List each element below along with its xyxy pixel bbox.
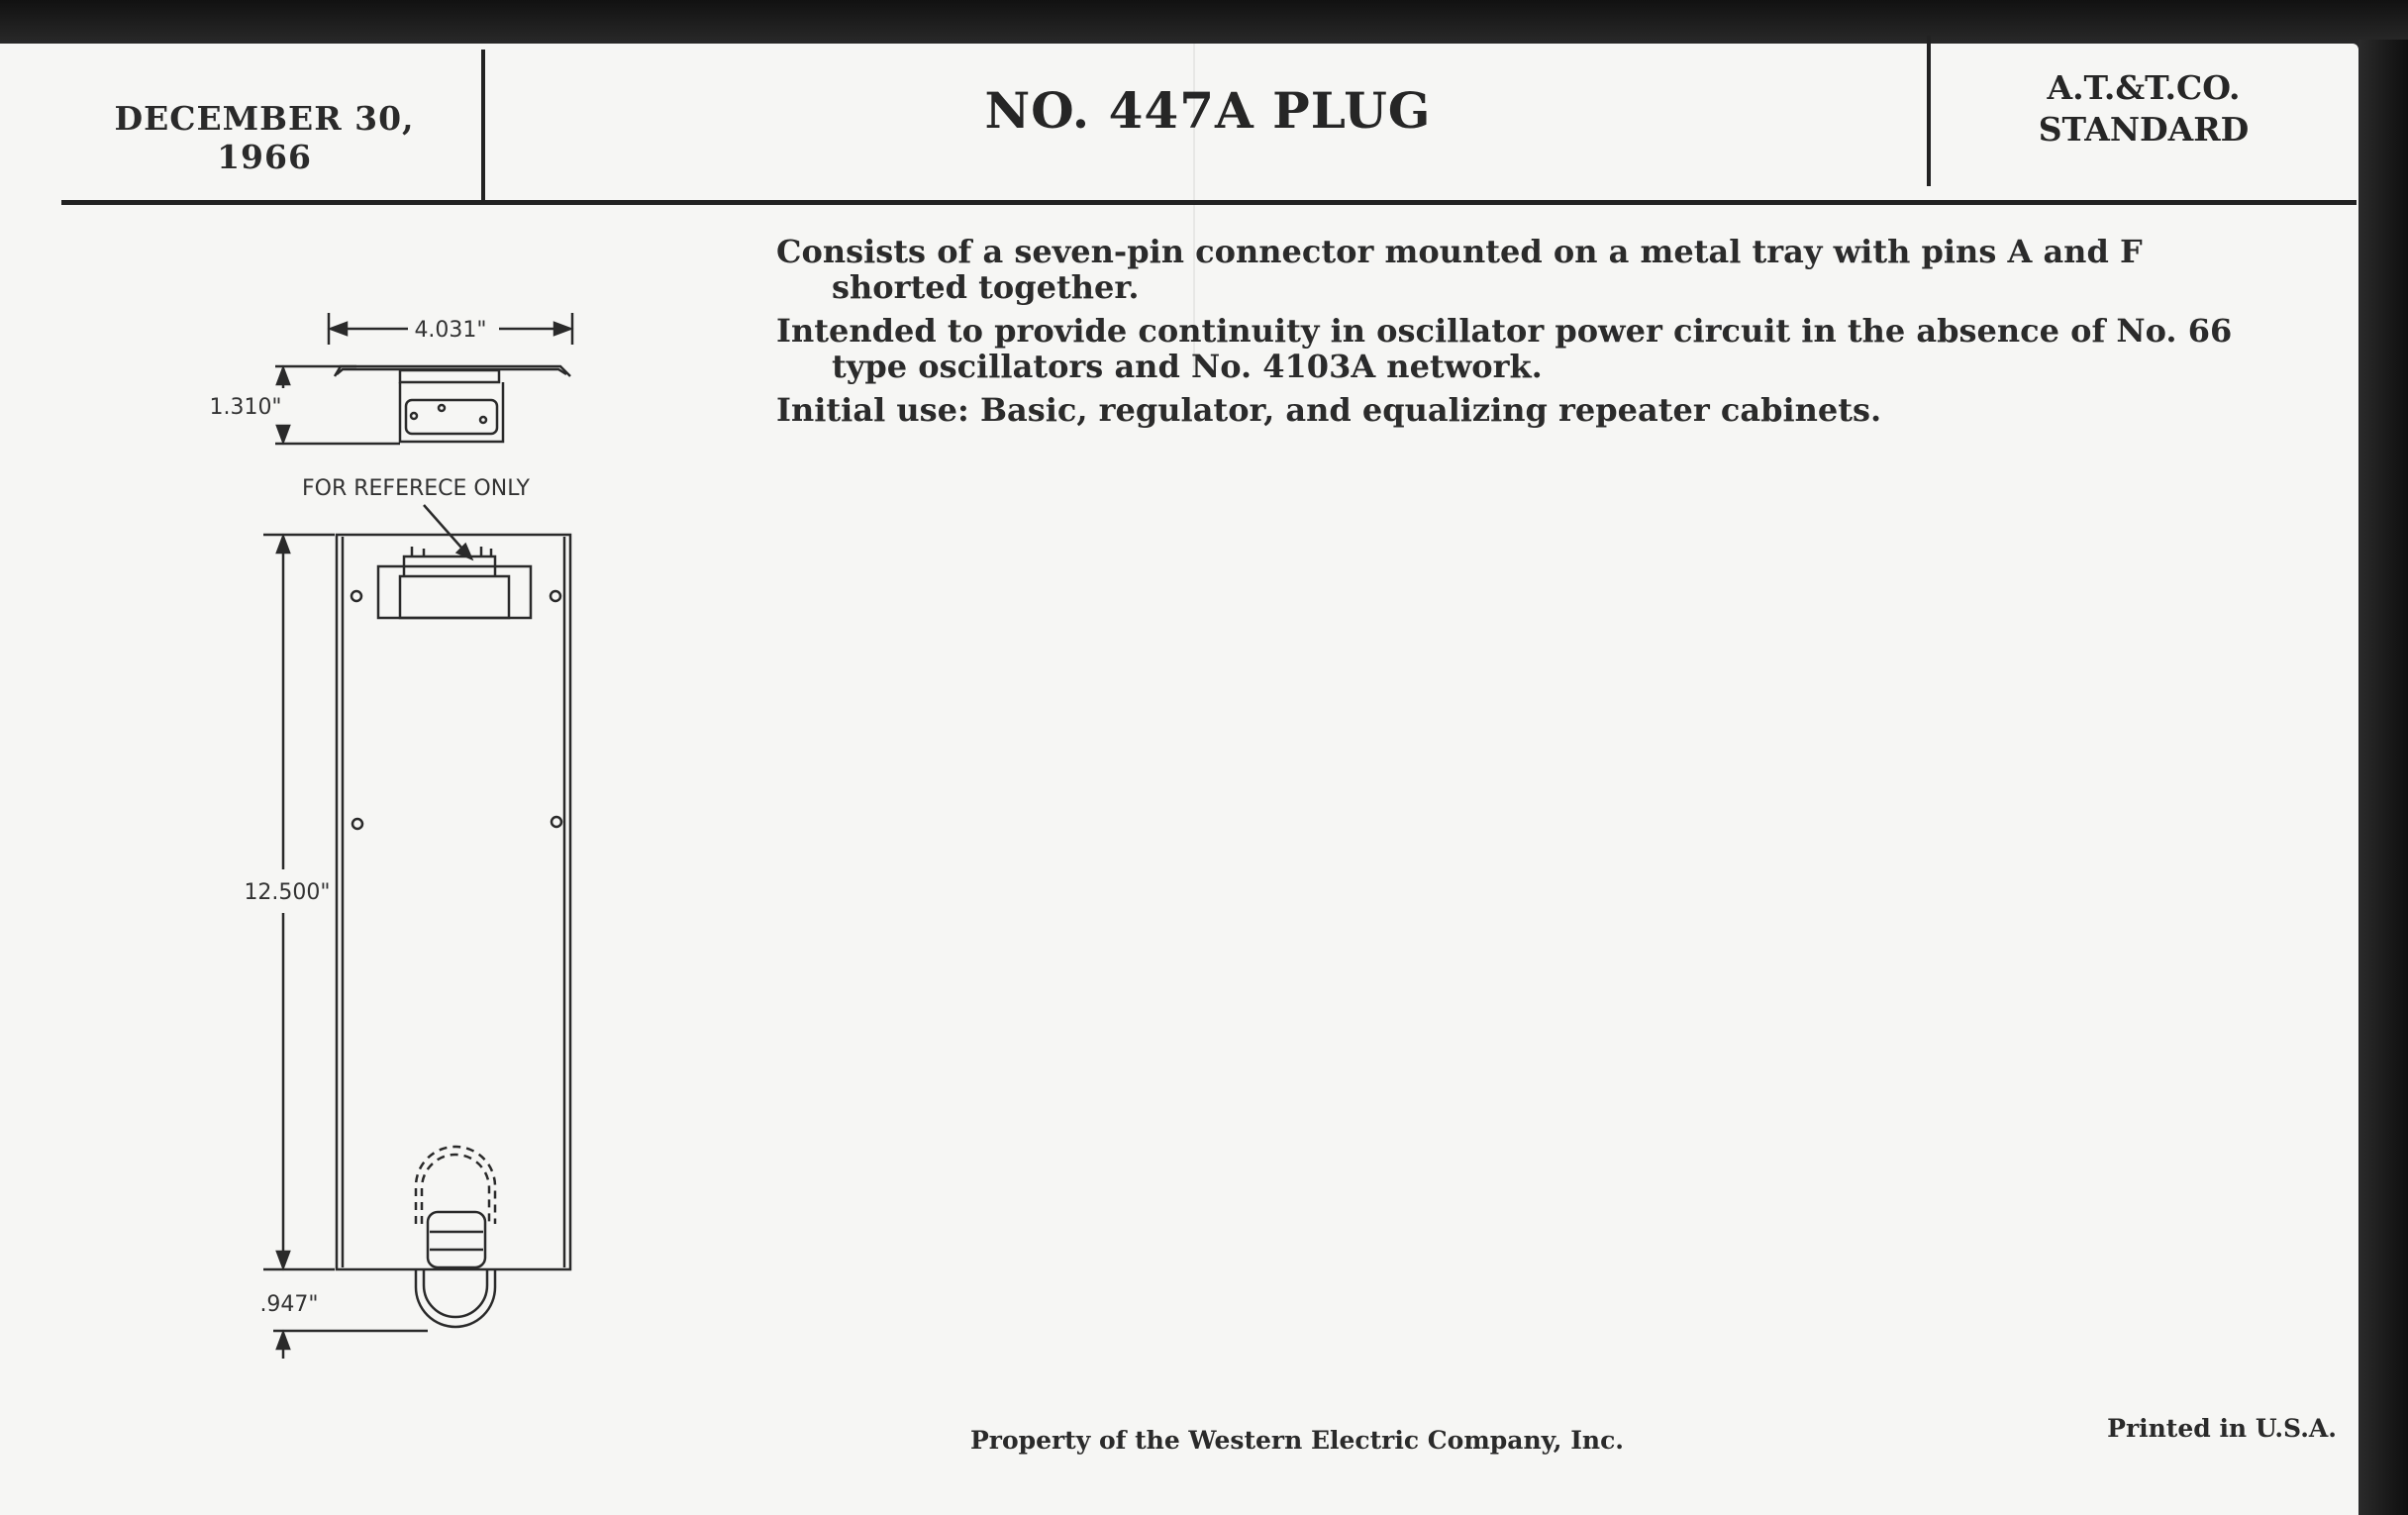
arrow-head [277,426,289,442]
scan-border-right [2358,40,2408,1515]
pin-hole [439,405,445,411]
description [776,234,2261,436]
mounting-hole [552,817,561,827]
page-title: NO. 447A PLUG [984,81,1432,140]
description-paragraph: Intended to provide continuity in oscillator power circuit in the absence of No. 66 type oscillators and No. 4103A network. [776,312,2233,385]
handle-base [428,1212,485,1267]
arrow-head [277,537,289,553]
arrow-head [331,323,347,335]
footer-property: Property of the Western Electric Company, Inc. [969,1426,1624,1455]
arrow-head [277,368,289,384]
scan-border-top [0,0,2408,46]
pin-hole [480,417,486,423]
description-paragraph: Consists of a seven-pin connector mounted on a metal tray with pins A and F shorted together. [776,233,2143,306]
plug-drawing [209,297,634,1366]
mounting-hole [352,819,362,829]
height-dimension-label: 1.310" [209,395,282,420]
tray-outline [337,535,570,1269]
handle-loop-inner [424,1269,487,1317]
mounting-hole [351,591,361,601]
handle-dimension-label: .947" [259,1292,319,1317]
arrow-head [277,1333,289,1349]
standard-label [1941,67,2347,151]
pin-hole [411,413,417,419]
mounting-hole [551,591,560,601]
header-rule [61,200,2357,205]
length-dimension-label: 12.500" [244,880,331,905]
standard-line-1: A.T.&T.CO. [2047,68,2241,107]
connector-top [400,370,499,382]
footer-printed: Printed in U.S.A. [2107,1414,2337,1443]
standard-line-2: STANDARD [2038,110,2250,149]
arrow-head [277,1252,289,1267]
description-paragraph: Initial use: Basic, regulator, and equalizing repeater cabinets. [776,391,1882,429]
width-dimension-label: 4.031" [414,318,487,343]
issue-date: DECEMBER 30, 1966 [114,99,415,176]
connector-body [400,576,509,618]
reference-note: FOR REFERECE ONLY [302,476,530,501]
arrow-head [554,323,570,335]
